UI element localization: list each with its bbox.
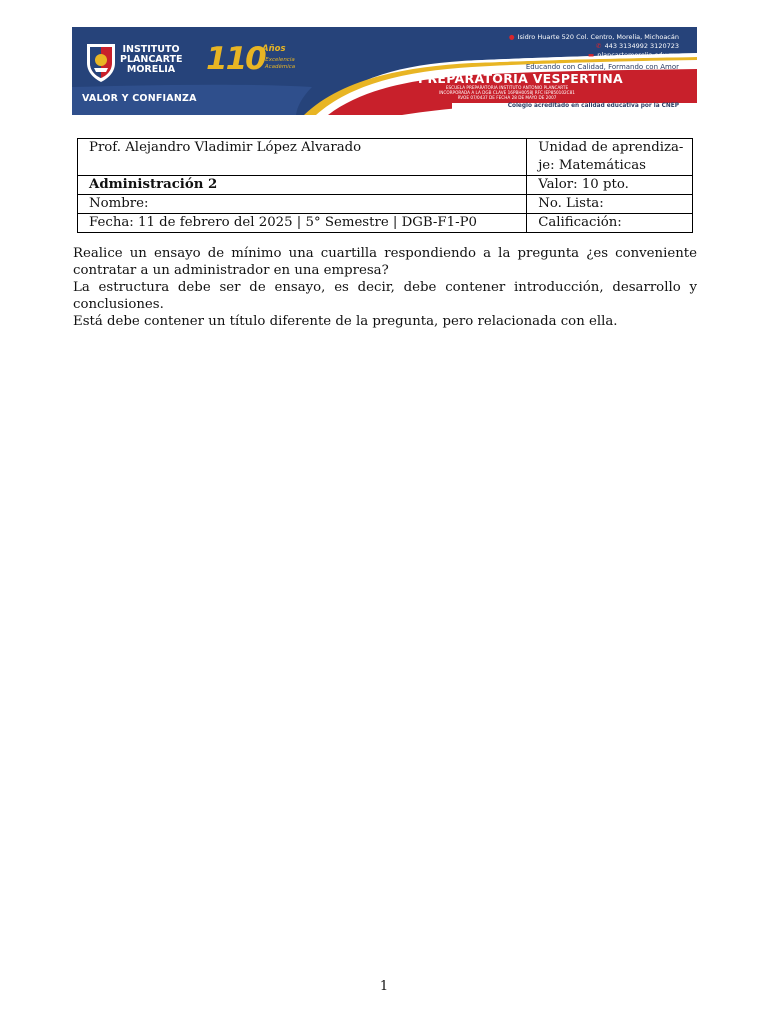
instruction-paragraph-1: Realice un ensayo de mínimo una cuartilla respondiendo a la pregunta ¿es conveniente contratar a un administrador en una empresa? [73,246,697,278]
school-line-1: ESCUELA PREPARATORIA INSTITUTO ANTONIO PLANCARTE [445,85,569,90]
subject-cell: Administración 2 [78,176,527,195]
value-cell: Valor: 10 pto. [527,176,693,195]
instructions [73,245,697,330]
header-info-table [77,138,693,233]
professor-cell: Prof. Alejandro Vladimir López Alvarado [78,139,527,176]
table-row [78,139,693,176]
crest-logo-icon [84,41,118,83]
anniversary-word: Años [262,44,286,54]
phone-text: 443 3134992 3120723 [604,42,679,50]
grade-field[interactable]: Calificación: [527,214,693,233]
phone-line [596,42,679,50]
anniversary-subtitle: Excelencia Académica [264,57,296,70]
unit-line-2: je: Matemáticas [538,158,646,173]
school-line-2: INCORPORADA A LA DGB CLAVE 16PBH0058J RFC IEP850102C81 [439,90,575,95]
header-banner [72,27,697,115]
list-number-field[interactable]: No. Lista: [527,195,693,214]
program-title: PREPARATORIA VESPERTINA [418,71,623,86]
institute-motto: VALOR Y CONFIANZA [82,93,197,104]
institute-name [120,45,182,75]
location-pin-icon: ● [508,33,515,41]
institute-name-line3: MORELIA [126,64,176,75]
instruction-paragraph-3: Está debe contener un título diferente de la pregunta, pero relacionada con ella. [73,314,618,329]
slogan: Educando con Calidad, Formando con Amor [525,63,679,71]
table-row [78,176,693,195]
instruction-paragraph-2: La estructura debe ser de ensayo, es decir, debe contener introducción, desarrollo y conclusiones. [73,280,697,312]
accreditation-note: Colegio acreditado en calidad educativa por la CNEP [507,103,679,109]
institute-name-line1: INSTITUTO [122,44,180,55]
anniversary-number: 110 [206,41,265,77]
unit-cell [527,139,693,176]
page-number: 1 [379,979,389,994]
address-text: Isidro Huarte 520 Col. Centro, Morelia, Michoacán [517,33,679,41]
date-cell: Fecha: 11 de febrero del 2025 | 5° Semestre | DGB-F1-P0 [78,214,527,233]
phone-icon: ✆ [596,42,602,50]
website-line [588,51,679,59]
table-row [78,195,693,214]
address-line [509,33,679,41]
school-line-3: RVOE 07/0437 DE FECHA 28 DE MAYO DE 2007 [457,95,557,100]
institute-name-line2: PLANCARTE [120,54,183,65]
name-field[interactable]: Nombre: [78,195,527,214]
web-icon: ▬ [588,51,595,59]
website-text: plancartemorelia.edu.mx [597,51,679,59]
unit-line-1: Unidad de aprendiza- [538,140,684,155]
table-row [78,214,693,233]
